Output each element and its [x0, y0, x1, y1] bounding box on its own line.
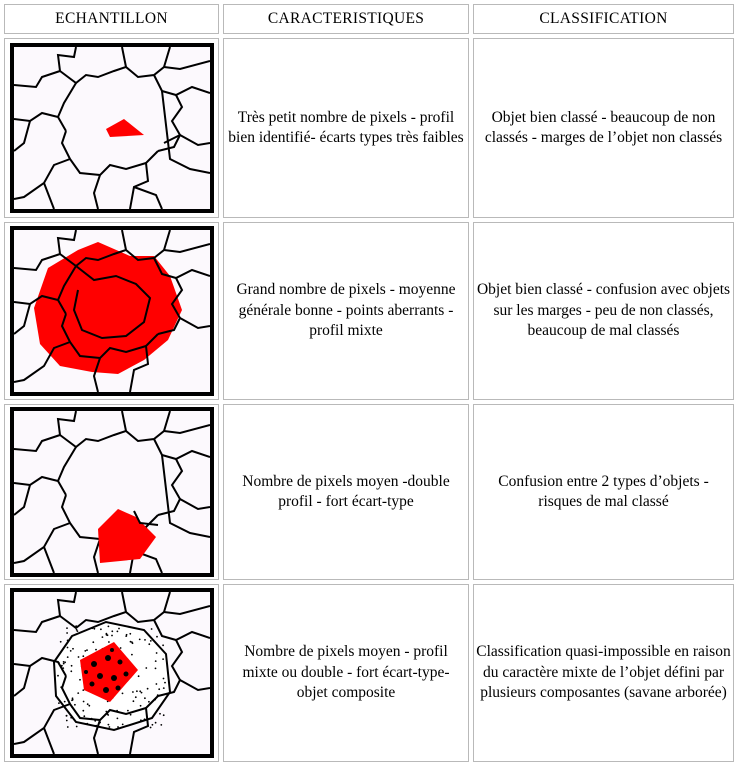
speckle-dot — [148, 701, 150, 703]
speckle-dot — [149, 640, 151, 642]
speckle-dot — [121, 724, 123, 726]
speckle-dot — [125, 635, 127, 637]
speckle-dot — [66, 726, 68, 728]
header-classification: CLASSIFICATION — [473, 4, 734, 34]
speckle-dot — [129, 714, 131, 716]
speckle-dot — [146, 688, 148, 690]
classification-3: Confusion entre 2 types d’objets - risques de mal classé — [473, 404, 734, 580]
speckle-dot — [132, 691, 134, 693]
speckle-dot — [131, 642, 133, 644]
speckle-dot — [93, 628, 95, 630]
speckle-dot — [136, 690, 138, 692]
speckle-dot — [162, 687, 164, 689]
sample-image-1 — [10, 43, 214, 213]
sample-image-3 — [10, 407, 214, 577]
speckle-dot — [158, 688, 160, 690]
speckle-dot — [77, 656, 79, 658]
speckle-dot — [66, 656, 68, 658]
speckle-dot — [111, 635, 113, 637]
speckle-dot — [132, 700, 134, 702]
speckle-dot — [116, 631, 118, 633]
speckle-dot — [82, 701, 84, 703]
speckle-dot — [75, 726, 77, 728]
classification-4: Classification quasi-impossible en raison du caractère mixte de l’objet défini par plusieurs composantes (savane arborée) — [473, 584, 734, 762]
caracteristiques-1: Très petit nombre de pixels - profil bien identifié- écarts types très faibles — [223, 38, 469, 218]
speckle-dot — [63, 701, 65, 703]
caracteristiques-2: Grand nombre de pixels - moyenne générale bonne - points aberrants - profil mixte — [223, 222, 469, 400]
speckle-dot — [86, 649, 88, 651]
speckle-dot — [149, 727, 151, 729]
caracteristiques-3: Nombre de pixels moyen -double profil - fort écart-type — [223, 404, 469, 580]
speckle-dot — [118, 628, 120, 630]
speckle-dot — [155, 652, 157, 654]
speckle-dot — [57, 675, 59, 677]
speckle-dot — [107, 626, 109, 628]
classification-2: Objet bien classé - confusion avec objets sur les marges - peu de non classés, beaucoup de mal classés — [473, 222, 734, 400]
speckle-dot — [121, 693, 123, 695]
speckle-dot — [156, 636, 158, 638]
speckle-dot — [131, 654, 133, 656]
speckle-dot — [145, 667, 147, 669]
speckle-dot — [160, 724, 162, 726]
speckle-dot — [70, 665, 72, 667]
speckle-dot — [139, 690, 141, 692]
speckle-dot — [71, 697, 73, 699]
sample-image-4 — [10, 588, 214, 758]
speckle-dot — [162, 714, 164, 716]
classification-1: Objet bien classé - beaucoup de non classés - marges de l’objet non classés — [473, 38, 734, 218]
speckle-dot — [129, 641, 131, 643]
speckle-dot — [159, 713, 161, 715]
sample-drawing-3 — [14, 411, 210, 573]
sample-drawing-2 — [14, 230, 210, 392]
speckle-dot — [134, 696, 136, 698]
speckle-dot — [65, 715, 67, 717]
speckle-dot — [66, 647, 68, 649]
speckle-dot — [70, 670, 72, 672]
speckle-dot — [108, 726, 110, 728]
speckle-dot — [151, 724, 153, 726]
speckle-dot — [74, 704, 76, 706]
speckle-dot — [127, 710, 129, 712]
speckle-dot — [150, 628, 152, 630]
speckle-dot — [111, 630, 113, 632]
header-echantillon: ECHANTILLON — [4, 4, 219, 34]
speckle-dot — [62, 661, 64, 663]
speckle-dot — [154, 660, 156, 662]
speckle-dot — [66, 632, 68, 634]
speckle-dot — [72, 648, 74, 650]
speckle-dot — [154, 668, 156, 670]
speckle-dot — [144, 697, 146, 699]
speckle-dot — [148, 643, 150, 645]
speckle-dot — [82, 710, 84, 712]
speckle-dot — [164, 682, 166, 684]
speckle-dot — [144, 639, 146, 641]
speckle-dot — [95, 649, 97, 651]
speckle-dot — [101, 636, 103, 638]
sample-cell-1 — [4, 38, 219, 218]
speckle-dot — [77, 692, 79, 694]
sample-image-2 — [10, 226, 214, 396]
sample-cell-2 — [4, 222, 219, 400]
speckle-dot — [155, 683, 157, 685]
sample-drawing-4 — [14, 592, 210, 754]
sample-drawing-1 — [14, 47, 210, 209]
speckle-dot — [129, 633, 131, 635]
speckle-dot — [58, 702, 60, 704]
speckle-dot — [82, 655, 84, 657]
speckle-dot — [65, 720, 67, 722]
speckle-dot — [139, 705, 141, 707]
classification-table — [4, 4, 734, 764]
speckle-dot — [62, 663, 64, 665]
sample-cell-3 — [4, 404, 219, 580]
speckle-dot — [140, 692, 142, 694]
speckle-dot — [116, 718, 118, 720]
speckle-dot — [69, 650, 71, 652]
speckle-dot — [162, 644, 164, 646]
speckle-dot — [154, 722, 156, 724]
speckle-dot — [83, 715, 85, 717]
speckle-dot — [86, 703, 88, 705]
speckle-dot — [137, 675, 139, 677]
speckle-dot — [59, 641, 61, 643]
caracteristiques-4: Nombre de pixels moyen - profil mixte ou double - fort écart-type- objet composite — [223, 584, 469, 762]
speckle-dot — [119, 647, 121, 649]
speckle-dot — [84, 650, 86, 652]
speckle-dot — [105, 634, 107, 636]
speckle-dot — [108, 641, 110, 643]
header-caracteristiques: CARACTERISTIQUES — [223, 4, 469, 34]
speckle-dot — [138, 639, 140, 641]
speckle-dot — [92, 641, 94, 643]
speckle-dot — [100, 628, 102, 630]
speckle-dot — [107, 724, 109, 726]
speckle-dot — [66, 627, 68, 629]
speckle-dot — [162, 678, 164, 680]
speckle-dot — [88, 705, 90, 707]
speckle-dot — [162, 658, 164, 660]
speckle-dot — [79, 679, 81, 681]
sample-cell-4 — [4, 584, 219, 762]
